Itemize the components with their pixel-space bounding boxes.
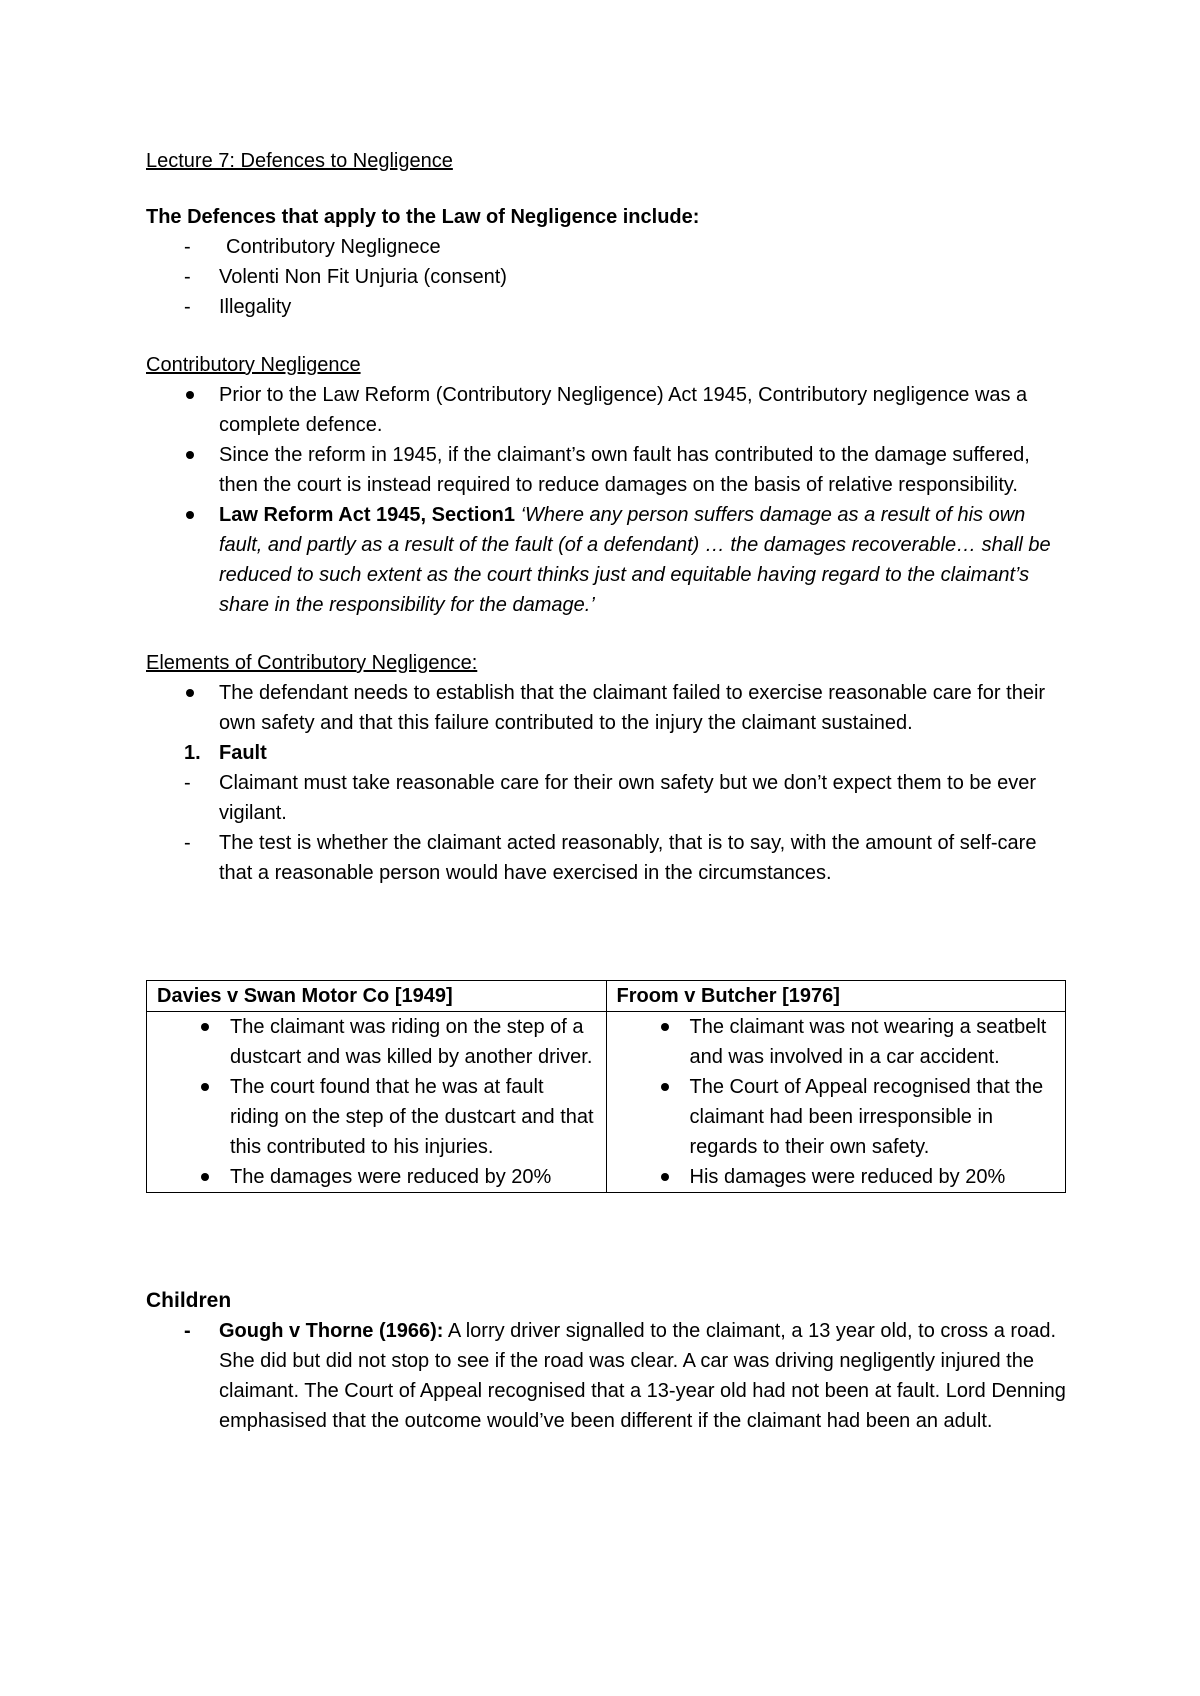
list-item: - Gough v Thorne (1966): A lorry driver signalled to the claimant, a 13 year old, to cross a road. She did but did not stop to see if the road was clear. A car was driving negligently injured the claimant. The Court of Appeal recognised that a 13-year old had not been at fault. Lord Denning emphasised that the outcome would’ve been different if the claimant had been an adult.: [184, 1320, 1066, 1432]
bullet-icon: [186, 511, 194, 519]
list-item: [146, 500, 1066, 620]
froom-heading: Froom v Butcher [1976]: [606, 981, 1066, 1012]
bullet-icon: [201, 1083, 209, 1091]
statute-label: Law Reform Act 1945, Section1: [219, 504, 516, 526]
bullet-icon: [186, 451, 194, 459]
froom-cell: [606, 1012, 1066, 1193]
bullet-icon: [661, 1023, 669, 1031]
bullet-icon: [201, 1173, 209, 1181]
document-title: Lecture 7: Defences to Negligence: [146, 150, 453, 172]
document-page: [146, 146, 1066, 1432]
elements-heading: Elements of Contributory Negligence:: [146, 652, 478, 674]
bullet-icon: [186, 689, 194, 697]
fault-heading: 1. Fault: [184, 742, 267, 764]
list-item: Prior to the Law Reform (Contributory Negligence) Act 1945, Contributory negligence was a complete defence.: [146, 380, 1066, 440]
list-item: - Contributory Neglignece: [184, 236, 441, 258]
list-item: - Volenti Non Fit Unjuria (consent): [184, 266, 507, 288]
contributory-list: [146, 380, 1066, 620]
list-item: - Claimant must take reasonable care for their own safety but we don’t expect them to be ever vigilant.: [184, 772, 1037, 824]
table-header-row: [147, 981, 1066, 1012]
davies-heading: Davies v Swan Motor Co [1949]: [147, 981, 607, 1012]
elements-list: [146, 678, 1066, 738]
list-item: The damages were reduced by 20%: [157, 1162, 596, 1192]
list-item: The Court of Appeal recognised that the claimant had been irresponsible in regards to their own safety.: [617, 1072, 1056, 1162]
fault-list: [146, 738, 1066, 768]
list-item: The defendant needs to establish that the claimant failed to exercise reasonable care for their own safety and that this failure contributed to the injury the claimant sustained.: [146, 678, 1066, 738]
statute-quote: ‘Where any person suffers damage as a result of his own fault, and partly as a result of the fault (of a defendant) … the damages recoverable… shall be reduced to such extent as the court thinks just and equitable having regard to the claimant’s share in the responsibility for the damage.’: [219, 504, 1051, 616]
defences-list: [146, 232, 1066, 322]
bullet-icon: [201, 1023, 209, 1031]
davies-cell: [147, 1012, 607, 1193]
defences-heading: The Defences that apply to the Law of Negligence include:: [146, 206, 700, 228]
list-item: - Illegality: [184, 296, 292, 318]
bullet-icon: [661, 1173, 669, 1181]
bullet-icon: [661, 1083, 669, 1091]
children-list: [146, 1316, 1066, 1436]
gough-case-label: Gough v Thorne (1966):: [219, 1320, 444, 1342]
gough-case-text: A lorry driver signalled to the claimant, a 13 year old, to cross a road. She did but did not stop to see if the road was clear. A car was driving negligently injured the claimant. The Court of Appeal recognised that a 13-year old had not been at fault. Lord Denning emphasised that the outcome would’ve been different if the claimant had been an adult.: [219, 1320, 1066, 1432]
table-row: [147, 1012, 1066, 1193]
list-item: The claimant was not wearing a seatbelt and was involved in a car accident.: [617, 1012, 1056, 1072]
list-item: The court found that he was at fault riding on the step of the dustcart and that this contributed to his injuries.: [157, 1072, 596, 1162]
cases-table: [146, 980, 1066, 1193]
bullet-icon: [186, 391, 194, 399]
children-section: [146, 1286, 1066, 1436]
list-item: His damages were reduced by 20%: [617, 1162, 1056, 1192]
list-item: The claimant was riding on the step of a dustcart and was killed by another driver.: [157, 1012, 596, 1072]
fault-points: [146, 768, 1066, 888]
contributory-heading: Contributory Negligence: [146, 354, 361, 376]
list-item: Since the reform in 1945, if the claimant’s own fault has contributed to the damage suffered, then the court is instead required to reduce damages on the basis of relative responsibility.: [146, 440, 1066, 500]
list-item: - The test is whether the claimant acted reasonably, that is to say, with the amount of self-care that a reasonable person would have exercised in the circumstances.: [184, 832, 1037, 884]
children-heading: Children: [146, 1289, 232, 1312]
